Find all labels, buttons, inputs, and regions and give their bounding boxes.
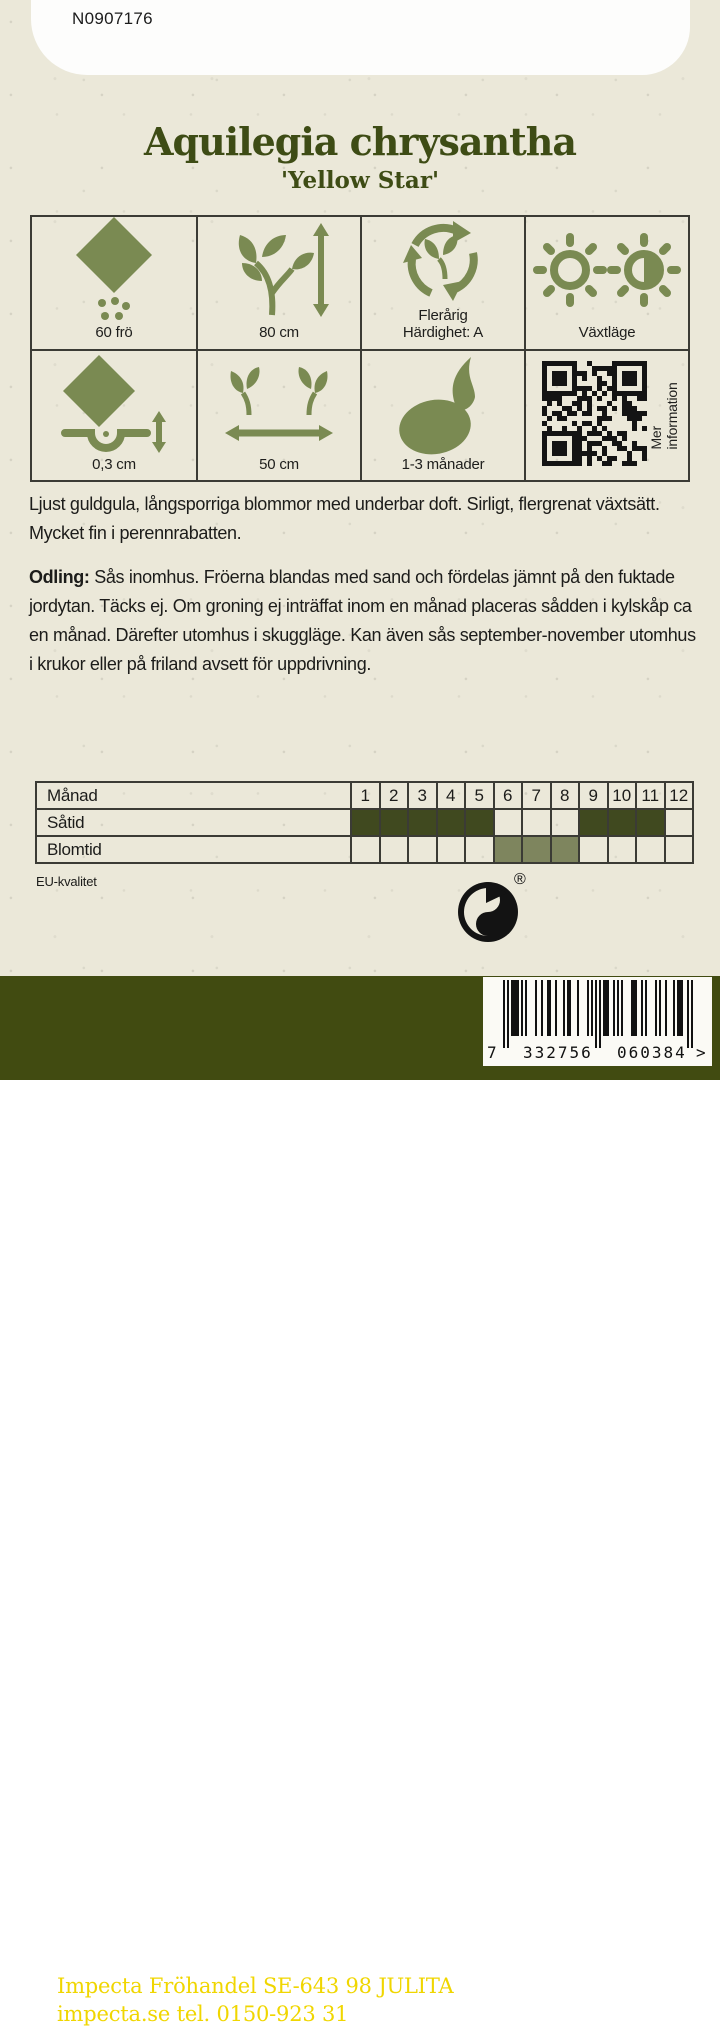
calendar-cell bbox=[494, 836, 523, 863]
plant-height-label: 80 cm bbox=[259, 324, 299, 341]
calendar-cell bbox=[551, 809, 580, 836]
barcode-bars bbox=[503, 980, 693, 1049]
registered-trademark-icon: ® bbox=[514, 871, 526, 888]
calendar-month-9: 9 bbox=[579, 782, 608, 809]
calendar-month-4: 4 bbox=[437, 782, 466, 809]
calendar-month-2: 2 bbox=[380, 782, 409, 809]
cell-more-information bbox=[524, 349, 688, 481]
calendar-cell bbox=[437, 809, 466, 836]
calendar-row-label: Blomtid bbox=[36, 836, 351, 863]
description-text: Ljust guldgula, långsporriga blommor med underbar doft. Sirligt, flergrenat växtsätt. Mycket fin i perennrabatten. bbox=[29, 494, 660, 543]
plant-spacing-icon bbox=[221, 359, 337, 447]
calendar-cell bbox=[408, 809, 437, 836]
germination-time-label: 1-3 månader bbox=[401, 456, 485, 473]
calendar-row-label: Såtid bbox=[36, 809, 351, 836]
lifecycle-label bbox=[362, 307, 524, 341]
cell-germination-time bbox=[360, 349, 524, 481]
calendar-month-11: 11 bbox=[636, 782, 665, 809]
barcode bbox=[483, 977, 712, 1066]
sun-position-icon bbox=[532, 228, 682, 312]
sowing-calendar bbox=[35, 781, 694, 864]
seed-quantity-icon bbox=[74, 217, 154, 323]
calendar-cell bbox=[579, 836, 608, 863]
calendar-month-8: 8 bbox=[551, 782, 580, 809]
plant-height-icon bbox=[228, 223, 330, 317]
cell-sun-position bbox=[524, 217, 688, 349]
green-dot-icon bbox=[455, 879, 521, 945]
calendar-cell bbox=[608, 809, 637, 836]
cultivation-label: Odling: bbox=[29, 567, 90, 587]
calendar-cell bbox=[636, 809, 665, 836]
calendar-cell bbox=[494, 809, 523, 836]
page-title: Aquilegia chrysantha bbox=[144, 119, 576, 164]
seed-quantity-label: 60 frö bbox=[95, 324, 133, 341]
calendar-cell bbox=[380, 809, 409, 836]
calendar-cell bbox=[465, 809, 494, 836]
barcode-digits-right: 060384 bbox=[617, 1043, 687, 1062]
calendar-cell bbox=[351, 809, 380, 836]
calendar-cell bbox=[551, 836, 580, 863]
calendar-month-6: 6 bbox=[494, 782, 523, 809]
calendar-cell bbox=[665, 809, 694, 836]
sowing-depth-icon bbox=[59, 353, 169, 453]
cell-seed-quantity bbox=[32, 217, 196, 349]
calendar-cell bbox=[522, 836, 551, 863]
cell-lifecycle bbox=[360, 217, 524, 349]
eu-quality-label: EU-kvalitet bbox=[36, 874, 97, 889]
cell-sowing-depth bbox=[32, 349, 196, 481]
calendar-month-1: 1 bbox=[351, 782, 380, 809]
calendar-month-12: 12 bbox=[665, 782, 694, 809]
lifecycle-line1: Flerårig bbox=[418, 307, 468, 324]
calendar-cell bbox=[380, 836, 409, 863]
cultivation-text bbox=[29, 563, 697, 679]
calendar-cell bbox=[636, 836, 665, 863]
variety-name: 'Yellow Star' bbox=[280, 167, 439, 194]
qr-code bbox=[542, 361, 647, 466]
calendar-cell bbox=[408, 836, 437, 863]
sun-position-label: Växtläge bbox=[578, 324, 636, 341]
calendar-cell bbox=[579, 809, 608, 836]
calendar-cell bbox=[437, 836, 466, 863]
barcode-digit-first: 7 bbox=[487, 1043, 497, 1062]
cell-plant-height bbox=[196, 217, 360, 349]
calendar-cell bbox=[665, 836, 694, 863]
germination-time-icon bbox=[395, 351, 491, 455]
hardiness-line: Härdighet: A bbox=[402, 324, 484, 341]
calendar-header-label: Månad bbox=[36, 782, 351, 809]
calendar-month-10: 10 bbox=[608, 782, 637, 809]
calendar-cell bbox=[608, 836, 637, 863]
calendar-month-5: 5 bbox=[465, 782, 494, 809]
more-information-label: Mer information bbox=[648, 382, 680, 450]
cultivation-body: Sås inomhus. Fröerna blandas med sand och fördelas jämnt på den fuktade jordytan. Täcks ej. Om groning ej inträffat inom en månad placeras sådden i kylskåp ca en månad. Därefter utomhus i skuggläge. Kan även sås september-november utomhus i krukor eller på friland avsett för uppdrivning. bbox=[29, 567, 696, 674]
calendar-month-7: 7 bbox=[522, 782, 551, 809]
footer-address: Impecta Fröhandel SE-643 98 JULITA bbox=[57, 1974, 454, 1998]
cell-plant-spacing bbox=[196, 349, 360, 481]
calendar-month-3: 3 bbox=[408, 782, 437, 809]
plant-spacing-label: 50 cm bbox=[259, 456, 299, 473]
lifecycle-icon bbox=[395, 217, 491, 309]
calendar-cell bbox=[351, 836, 380, 863]
sowing-depth-label: 0,3 cm bbox=[92, 456, 136, 473]
barcode-digits-left: 332756 bbox=[523, 1043, 593, 1062]
calendar-cell bbox=[465, 836, 494, 863]
footer-contact: impecta.se tel. 0150-923 31 bbox=[57, 2002, 349, 2026]
barcode-suffix: > bbox=[696, 1043, 706, 1062]
article-number: N0907176 bbox=[72, 9, 153, 28]
info-grid bbox=[30, 215, 690, 482]
calendar-cell bbox=[522, 809, 551, 836]
